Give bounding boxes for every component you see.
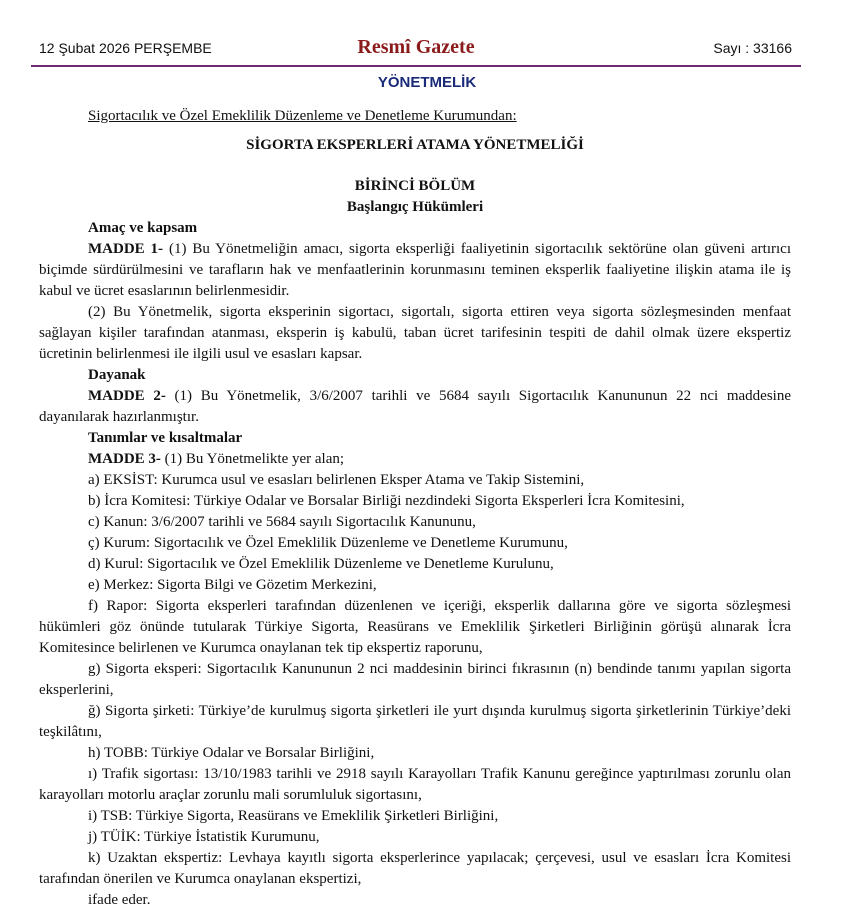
part-subtitle: Başlangıç Hükümleri [346,199,484,215]
part-title: BİRİNCİ BÖLÜM [354,178,476,194]
article-2-label: MADDE 2- [88,388,166,404]
article-1-paragraph-1 [39,239,791,302]
definition-item: c) Kanun: 3/6/2007 tarihli ve 5684 sayılı Sigortacılık Kanununu, [88,514,476,530]
issuer-text: Sigortacılık ve Özel Emeklilik Düzenleme ve Denetleme Kurumundan: [88,108,517,124]
article-2-paragraph-1 [39,386,791,428]
publication-date: 12 Şubat 2026 PERŞEMBE [39,40,212,56]
issuer-line [39,106,791,127]
definition-item: k) Uzaktan ekspertiz: Levhaya kayıtlı sigorta eksperlerince yapılacak; çerçevesi, usul ve esasları İcra Komitesi tarafından önerilen ve Kurumca onaylanan ekspertizi, [39,850,791,887]
definition-item: h) TOBB: Türkiye Odalar ve Borsalar Birliğini, [88,745,375,761]
article-3-heading: Tanımlar ve kısaltmalar [88,430,243,446]
definition-item: i) TSB: Türkiye Sigorta, Reasürans ve Emeklilik Şirketleri Birliğini, [88,808,499,824]
article-3-intro-text: (1) Bu Yönetmelikte yer alan; [160,451,345,467]
definition-item: ı) Trafik sigortası: 13/10/1983 tarihli ve 2918 sayılı Karayolları Trafik Kanunu gereğince yaptırılması zorunlu olan karayolları motorlu araçlar zorunlu mali sorumluluk sigortasını, [39,766,791,803]
regulation-title: SİGORTA EKSPERLERİ ATAMA YÖNETMELİĞİ [246,137,584,153]
section-type: YÖNETMELİK [377,74,477,91]
definition-item: b) İcra Komitesi: Türkiye Odalar ve Borsalar Birliği nezdindeki Sigorta Eksperleri İcra Komitesini, [88,493,685,509]
definition-item: ç) Kurum: Sigortacılık ve Özel Emeklilik Düzenleme ve Denetleme Kurumunu, [88,535,568,551]
gazette-header [31,33,801,67]
definition-item: a) EKSİST: Kurumca usul ve esasları belirlenen Eksper Atama ve Takip Sistemini, [88,472,585,488]
article-1-label: MADDE 1- [88,241,164,257]
issue-number: Sayı : 33166 [713,40,792,56]
article-2-text-1: (1) Bu Yönetmelik, 3/6/2007 tarihli ve 5684 sayılı Sigortacılık Kanununun 22 nci maddesine dayanılarak hazırlanmıştır. [39,388,791,425]
definition-item: g) Sigorta eksperi: Sigortacılık Kanununun 2 nci maddesinin birinci fıkrasının (n) bendinde tanımı yapılan sigorta eksperlerini, [39,661,791,698]
gazette-title: Resmî Gazete [357,36,475,58]
article-1-paragraph-2: (2) Bu Yönetmelik, sigorta eksperinin sigortacı, sigortalı, sigorta ettiren veya sigorta sözleşmesinden menfaat sağlayan kişiler tarafından atanması, eksperin iş kabulü, taban ücret tarifesinin tespiti de dahil olmak üzere ekspertiz ücretinin belirlenmesi ile ilgili usul ve esasları kapsar. [39,304,791,362]
definition-item: j) TÜİK: Türkiye İstatistik Kurumunu, [88,829,320,845]
definition-item: ğ) Sigorta şirketi: Türkiye’de kurulmuş sigorta şirketleri ile yurt dışında kurulmuş sigorta şirketlerinin Türkiye’deki teşkilâtını, [39,703,791,740]
article-3-intro [39,449,791,470]
article-1-heading: Amaç ve kapsam [88,220,198,236]
article-3-closing: ifade eder. [88,892,151,904]
regulation-body [39,106,791,904]
definition-item: d) Kurul: Sigortacılık ve Özel Emeklilik Düzenleme ve Denetleme Kurulunu, [88,556,554,572]
article-3-label: MADDE 3- [88,451,161,467]
definition-item: e) Merkez: Sigorta Bilgi ve Gözetim Merkezini, [88,577,377,593]
article-2-heading: Dayanak [88,367,146,383]
definition-item: f) Rapor: Sigorta eksperleri tarafından düzenlenen ve içeriği, eksperlik dallarına göre ve sigorta sözleşmesi hükümleri göz önünde tutularak Türkiye Sigorta, Reasürans ve Emeklilik Şirketleri Birliğinin görüşü alınarak İcra Komitesince belirlenen ve Kurumca onaylanan tek tip ekspertiz raporunu, [39,598,791,656]
article-1-text-1: (1) Bu Yönetmeliğin amacı, sigorta eksperliği faaliyetinin sigortacılık sektörüne olan güveni artırıcı biçimde sürdürülmesini ve tarafların hak ve menfaatlerinin korunmasını teminen eksperlik faaliyetine ilişkin atama ile iş kabul ve ücret esaslarının belirlenmesidir. [39,241,791,299]
